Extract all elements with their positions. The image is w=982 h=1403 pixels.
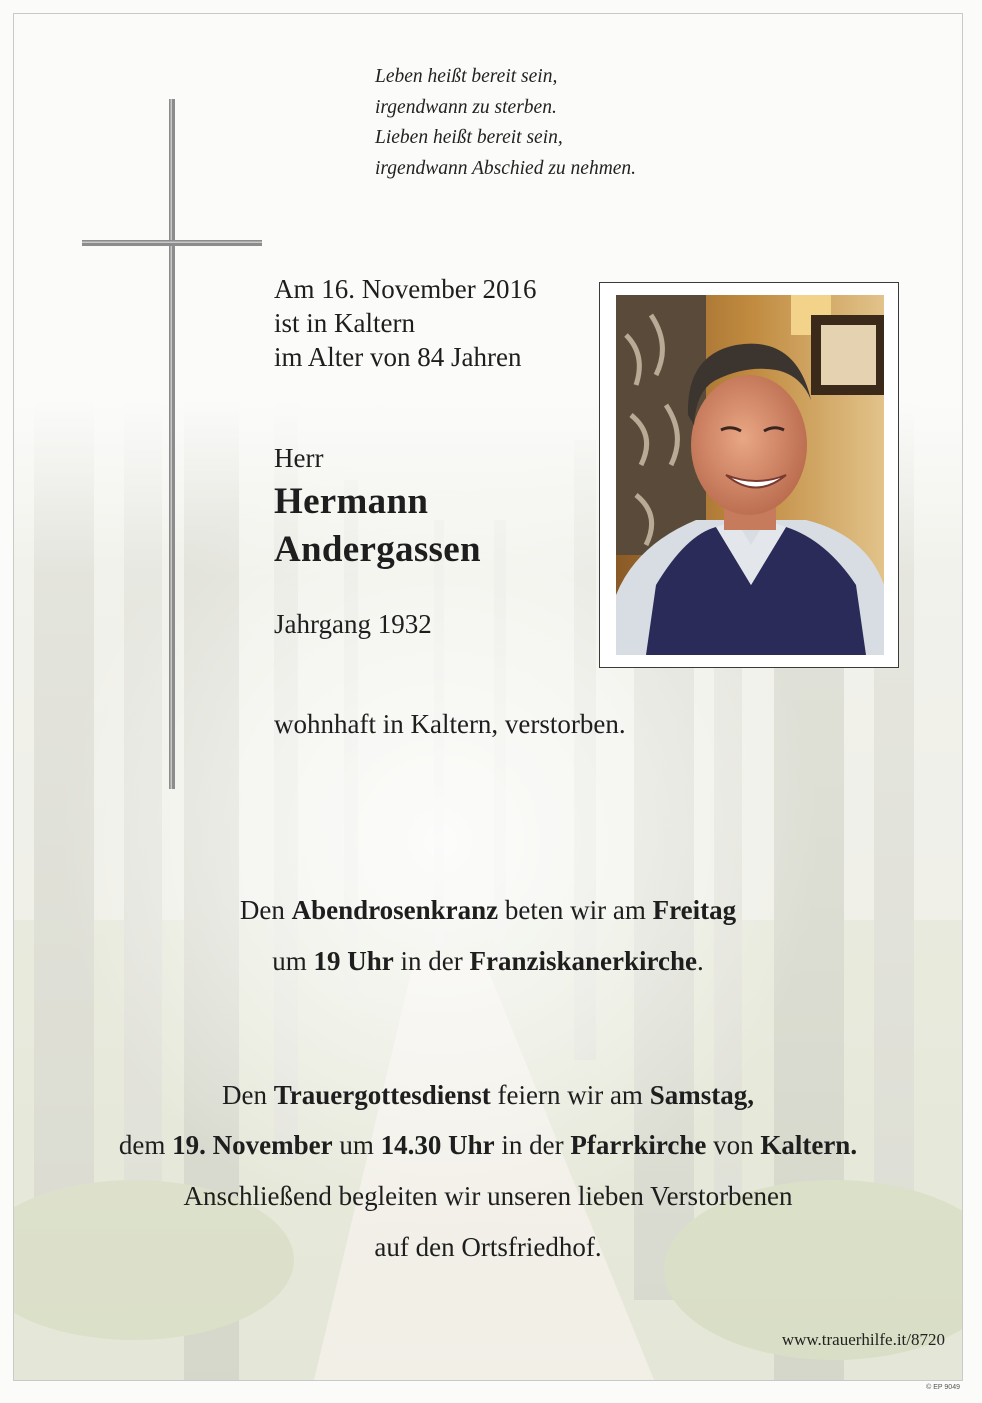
rosary-line-1 [14,895,962,926]
funeral-line-3: Anschließend begleiten wir unseren lieben Verstorbenen [183,1181,793,1211]
portrait-photo [616,295,884,655]
text: um [272,946,314,976]
quote-line: irgendwann Abschied zu nehmen. [375,157,637,179]
rosary-name: Abendrosenkranz [291,895,499,925]
announcement-line: ist in Kaltern [274,308,415,338]
salutation: Herr [274,443,324,473]
text: von [706,1130,761,1160]
quote-line: Lieben heißt bereit sein, [375,127,563,148]
announcement-line: Am 16. November 2016 [274,274,537,304]
deceased-last-name: Andergassen [274,529,481,570]
text: . [696,946,704,976]
memorial-quote [375,62,636,184]
rosary-time: 19 Uhr [313,946,394,976]
text: um [332,1130,381,1160]
text: Den [222,1080,274,1110]
death-announcement [274,272,536,374]
text: in der [494,1130,571,1160]
funeral-day: Samstag, [649,1080,754,1110]
funeral-church: Pfarrkirche [570,1130,707,1160]
funeral-time: 14.30 Uhr [380,1130,495,1160]
text: in der [393,946,470,976]
website-link[interactable]: www.trauerhilfe.it/8720 [781,1330,945,1349]
deceased-first-name: Hermann [274,481,429,522]
portrait-frame [599,282,899,668]
print-code: © EP 9049 [926,1384,960,1391]
funeral-line-1 [14,1080,962,1111]
funeral-line-4: auf den Ortsfriedhof. [374,1232,602,1262]
cross-icon [82,99,262,789]
rosary-line-2 [14,946,962,977]
text: feiern wir am [490,1080,650,1110]
announcement-line: im Alter von 84 Jahren [274,342,522,372]
quote-line: irgendwann zu sterben. [375,96,557,118]
rosary-church: Franziskanerkirche [469,946,697,976]
birth-year: Jahrgang 1932 [274,609,432,639]
rosary-day: Freitag [652,895,737,925]
residence-text: wohnhaft in Kaltern, verstorben. [274,709,626,739]
text: beten wir am [498,895,653,925]
text: Den [239,895,292,925]
funeral-date: 19. November [172,1130,333,1160]
deceased-name [274,478,481,574]
funeral-place: Kaltern. [760,1130,858,1160]
funeral-service: Trauergottesdienst [273,1080,491,1110]
quote-line: Leben heißt bereit sein, [375,66,558,87]
funeral-line-2 [14,1130,962,1161]
text: dem [118,1130,173,1160]
